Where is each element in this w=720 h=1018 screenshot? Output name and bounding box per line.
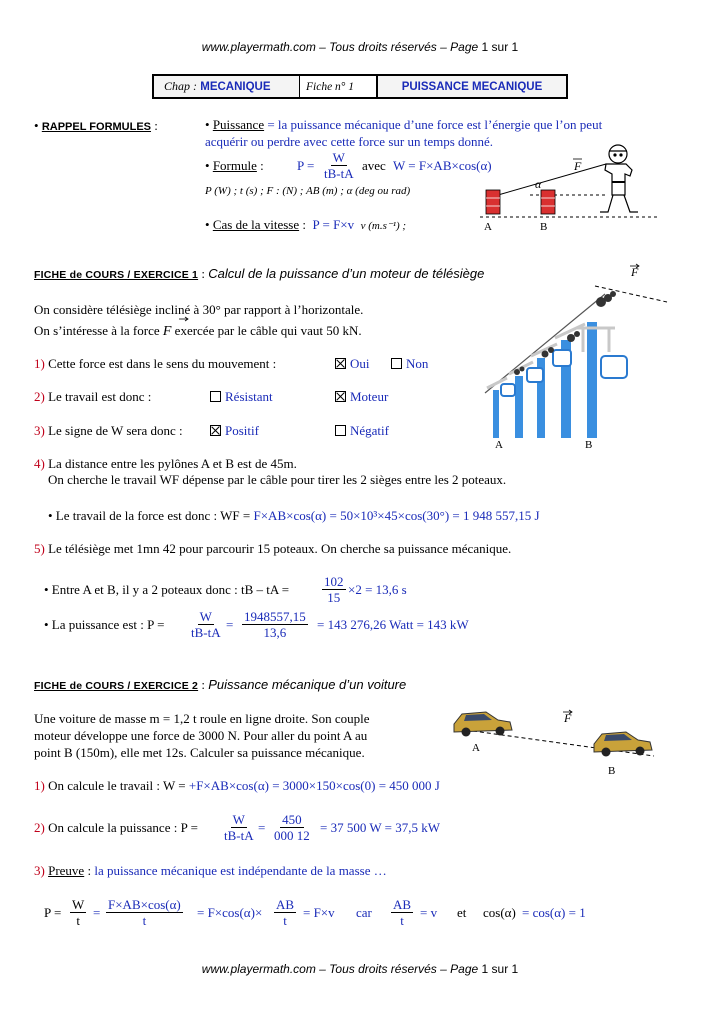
ex2-colon: : — [198, 677, 209, 692]
ex1-q5-b-t: tB-tA — [191, 625, 221, 640]
ex2-q2 — [34, 820, 198, 836]
proof-t4: t — [400, 913, 404, 928]
puissance-line-1: • Puissance = la puissance mécanique d’une force est l’énergie que l’on peut — [205, 117, 603, 132]
ex1-q1-text: Cette force est dans le sens du mouvement : — [44, 356, 277, 371]
vitesse-unit: v (m.s⁻¹) ; — [360, 220, 407, 232]
proof-t2: t — [142, 913, 147, 928]
proof-frac-ab2 — [391, 897, 413, 928]
rappel-fig-a: A — [484, 221, 492, 232]
checkbox-checked-icon[interactable] — [335, 358, 346, 369]
ex1-q2-opt2-label: Moteur — [350, 389, 389, 404]
ex1-q5-a-fraction — [322, 574, 346, 605]
ex1-q5-b-w: W — [199, 609, 212, 624]
ex1-q5-num: 5) — [34, 541, 45, 556]
ex2-fig-b: B — [608, 765, 616, 777]
ex1-q4-answer-a: • Le travail de la force est donc : WF = — [48, 508, 254, 523]
formule-line: • Formule : — [205, 158, 264, 173]
ex2-q3-text: la puissance mécanique est indépendante de la masse … — [94, 863, 387, 878]
formule-avec: avec — [362, 158, 386, 173]
rappel-label: RAPPEL FORMULES — [41, 121, 152, 133]
ex1-q2-text: Le travail est donc : — [44, 389, 152, 404]
chairlift-figure — [475, 258, 675, 450]
ex1-q5-a-num: 102 — [324, 574, 344, 589]
ex1-fig-f: F — [631, 265, 639, 279]
ex1-fig-b: B — [585, 439, 593, 450]
ex2-q2-rest: = 37 500 W = 37,5 kW — [320, 820, 440, 835]
ex2-q3-colon: : — [84, 863, 95, 878]
chapter-cell — [154, 76, 300, 97]
vitesse-line: • Cas de la vitesse : P = F×v v (m.s⁻¹) ; — [205, 217, 407, 232]
ex1-q4-line2: On cherche le travail WF dépense par le câble pour tirer les 2 sièges entre les 2 poteaux. — [48, 472, 507, 487]
ex2-heading — [34, 677, 406, 693]
proof-fv: = F×v — [303, 905, 335, 920]
formule-word: Formule — [212, 158, 257, 173]
ex1-q1 — [34, 356, 276, 372]
proof-num: F×AB×cos(α) — [108, 897, 181, 912]
ex1-q3-opt1[interactable] — [210, 423, 259, 439]
ex1-q1-num: 1) — [34, 356, 45, 371]
ex1-q3 — [34, 423, 183, 439]
ex1-q1-opt2-label: Non — [406, 356, 429, 371]
header-page-word: Page — [450, 40, 479, 54]
puissance-def-1: = la puissance mécanique d’une force est l’énergie que l’on peut — [267, 117, 603, 132]
chapter-title: PUISSANCE MECANIQUE — [401, 80, 543, 93]
ex1-q4-line1 — [34, 456, 297, 472]
rappel-fig-b: B — [540, 221, 548, 232]
puissance-word: Puissance — [212, 117, 265, 132]
ex1-q2 — [34, 389, 151, 405]
proof-cos-eq: = cos(α) = 1 — [522, 905, 586, 920]
checkbox-empty-icon[interactable] — [210, 391, 221, 402]
ex2-q2-num: 2) — [34, 820, 45, 835]
ex2-q1-answer: +F×AB×cos(α) = 3000×150×cos(0) = 450 000 J — [188, 778, 440, 793]
ex1-q2-num: 2) — [34, 389, 45, 404]
ex1-q1-opt1-label: Oui — [350, 356, 370, 371]
formule-w: W — [332, 150, 345, 165]
ex2-q1-text: On calcule le travail : W = — [44, 778, 189, 793]
vitesse-colon: : — [299, 217, 306, 232]
proof-ab: AB — [276, 897, 295, 912]
formule-p-eq: P = — [297, 158, 315, 173]
rappel-colon: : — [151, 118, 158, 133]
chapter-value: MECANIQUE — [200, 80, 271, 93]
checkbox-empty-icon[interactable] — [335, 425, 346, 436]
header-rest: – Tous droits réservés – — [315, 40, 451, 54]
ex2-q2-fraction1 — [222, 812, 256, 843]
ex1-q1-opt2[interactable] — [391, 356, 428, 372]
rappel-fig-alpha: α — [535, 177, 542, 191]
checkbox-checked-icon[interactable] — [210, 425, 221, 436]
ex1-q3-num: 3) — [34, 423, 45, 438]
ex1-q1-opt1[interactable] — [335, 356, 370, 372]
fiche-number: Fiche n° 1 — [306, 80, 355, 93]
ex2-q3-word: Preuve — [48, 863, 85, 878]
footer-site: www.playermath.com — [201, 962, 316, 976]
rappel-heading: • RAPPEL FORMULES : — [34, 118, 158, 133]
proof-car: car — [356, 905, 372, 920]
fiche-cell — [300, 76, 378, 97]
ex1-q2-opt2[interactable] — [335, 389, 388, 405]
vitesse-word: Cas de la vitesse — [212, 217, 300, 232]
proof-eq: = — [93, 905, 101, 920]
ex1-subtitle: Calcul de la puissance d’un moteur de télésiège — [208, 266, 485, 281]
ex2-title: FICHE de COURS / EXERCICE 2 — [34, 680, 199, 692]
formule-w-formula: W = F×AB×cos(α) — [393, 158, 492, 173]
checkbox-empty-icon[interactable] — [391, 358, 402, 369]
vitesse-formula: P = F×v — [312, 217, 355, 232]
proof-t1: t — [76, 913, 80, 928]
chapter-label: Chap : — [164, 79, 197, 93]
header-page-info: 1 sur 1 — [478, 40, 519, 54]
proof-frac-wt — [70, 897, 86, 928]
proof-v: = v — [420, 905, 438, 920]
chapter-bar — [152, 74, 568, 99]
ex1-colon: : — [198, 266, 209, 281]
ex2-q3-num: 3) — [34, 863, 45, 878]
proof-cos: cos(α) — [483, 905, 516, 920]
ex1-q5-b-fraction1 — [189, 609, 223, 640]
ex1-q5-text: Le télésiège met 1mn 42 pour parcourir 15 poteaux. On cherche sa puissance mécanique. — [44, 541, 512, 556]
proof-et: et — [457, 905, 467, 920]
ex2-q2-text: On calcule la puissance : P = — [44, 820, 198, 835]
car-b-icon — [594, 732, 652, 757]
ex1-q2-opt1[interactable] — [210, 389, 273, 405]
ex1-q4-text1: La distance entre les pylônes A et B est de 45m. — [44, 456, 297, 471]
ex1-q3-opt1-label: Positif — [225, 423, 259, 438]
puissance-line-2: acquérir ou perdre avec cette force sur un temps donné. — [205, 134, 494, 149]
pylon-icon — [493, 322, 597, 438]
ex1-q5-a-den: 15 — [327, 590, 341, 605]
formule-fraction — [322, 150, 356, 181]
proof-w: W — [72, 897, 85, 912]
footer-rest: – Tous droits réservés – — [315, 962, 451, 976]
ex2-intro-2: moteur développe une force de 3000 N. Pour aller du point A au — [34, 728, 368, 743]
footer-page-word: Page — [450, 962, 479, 976]
ex2-fig-a: A — [472, 742, 480, 754]
ex2-intro-1: Une voiture de masse m = 1,2 t roule en ligne droite. Son couple — [34, 711, 370, 726]
ex2-q2-num-val: 450 — [282, 812, 302, 827]
ex2-q2-den-val: 000 12 — [274, 828, 310, 843]
ex2-q2-w: W — [232, 812, 245, 827]
ex1-q5-b-text: • La puissance est : P = — [44, 617, 165, 632]
ex1-fig-a: A — [495, 439, 503, 450]
ex1-q5-b-num: 1948557,15 — [244, 609, 306, 624]
ex2-intro-3: point B (150m), elle met 12s. Calculer sa puissance mécanique. — [34, 745, 365, 760]
ex1-q5-a-text: • Entre A et B, il y a 2 poteaux donc : tB – tA = — [44, 582, 290, 597]
proof-t3: t — [283, 913, 287, 928]
proof-p: P = — [44, 905, 62, 920]
ex1-q5-b-eq: = — [226, 617, 234, 632]
car-figure — [444, 702, 674, 778]
rappel-figure — [470, 140, 670, 232]
ex1-intro-2b: exercée par le câble qui vaut 50 kN. — [171, 323, 362, 338]
formule-units: P (W) ; t (s) ; F : (N) ; AB (m) ; α (deg ou rad) — [205, 185, 411, 197]
ex1-intro-2 — [34, 323, 362, 340]
ex1-q3-opt2-label: Négatif — [350, 423, 389, 438]
proof-frac-main — [106, 897, 183, 928]
ex1-intro-2a: On s’intéresse à la force — [34, 323, 163, 338]
title-cell — [378, 76, 566, 97]
ex1-q5 — [34, 541, 511, 557]
page-header — [0, 40, 720, 54]
ex1-q3-text: Le signe de W sera donc : — [44, 423, 183, 438]
ex1-q2-opt1-label: Résistant — [225, 389, 273, 404]
ex2-q2-fraction2 — [272, 812, 312, 843]
proof-frac-ab — [274, 897, 296, 928]
ex1-intro-f-arrow — [178, 316, 190, 322]
ex1-q5-b-fraction2 — [242, 609, 308, 640]
ex1-q5-b-rest: = 143 276,26 Watt = 143 kW — [317, 617, 469, 632]
ex1-title: FICHE de COURS / EXERCICE 1 — [34, 269, 199, 281]
ex1-q5-a-rest: ×2 = 13,6 s — [348, 582, 407, 597]
karate-man-icon — [600, 145, 638, 212]
ex1-heading — [34, 266, 484, 282]
ex1-intro-f: F — [162, 324, 172, 339]
ex2-q3 — [34, 863, 387, 879]
page-footer — [0, 962, 720, 976]
ex2-q2-eq: = — [258, 820, 266, 835]
header-site: www.playermath.com — [201, 40, 316, 54]
formule-tb-ta: tB-tA — [324, 166, 354, 181]
proof-mid: = F×cos(α)× — [197, 905, 263, 920]
ex2-fig-f: F — [564, 711, 572, 725]
brick-a — [486, 190, 500, 214]
ex1-q4-num: 4) — [34, 456, 45, 471]
rappel-fig-f: F — [574, 159, 582, 173]
formule-colon: : — [256, 158, 264, 173]
ex1-q3-opt2[interactable] — [335, 423, 389, 439]
footer-page-info: 1 sur 1 — [478, 962, 519, 976]
ex1-q4-answer — [48, 508, 540, 524]
ex2-subtitle: Puissance mécanique d’un voiture — [208, 677, 407, 692]
proof-ab2: AB — [393, 897, 412, 912]
ex1-q4-answer-b: F×AB×cos(α) = 50×10³×45×cos(30°) = 1 948 557,15 J — [253, 508, 540, 523]
ex2-q2-t: tB-tA — [224, 828, 254, 843]
ex2-q1-num: 1) — [34, 778, 45, 793]
checkbox-checked-icon[interactable] — [335, 391, 346, 402]
brick-b — [541, 190, 555, 214]
ex1-q5-b-den: 13,6 — [263, 625, 287, 640]
ex1-intro-1: On considère télésiège incliné à 30° par rapport à l’horizontale. — [34, 302, 364, 317]
ex2-q1 — [34, 778, 440, 794]
